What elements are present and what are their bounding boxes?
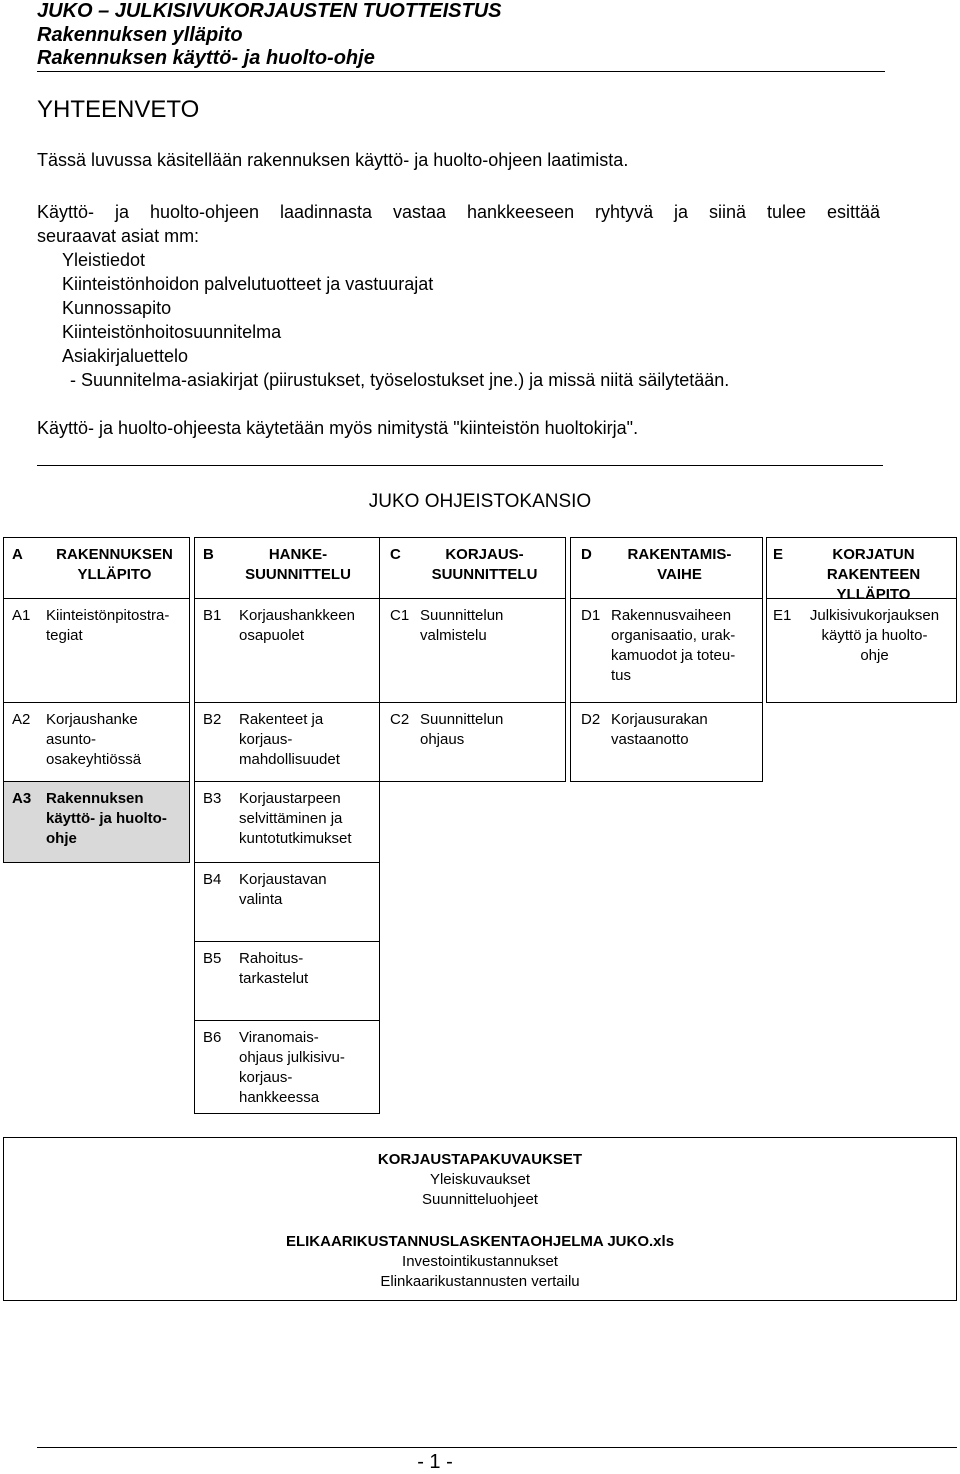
column-title: RAKENTAMIS- VAIHE — [627, 546, 732, 583]
item-code: B5 — [203, 950, 222, 967]
column-b-item-b4 — [194, 862, 380, 942]
column-title: HANKE- SUUNNITTELU — [245, 546, 351, 583]
header-divider — [37, 71, 885, 72]
column-b-item-b5 — [194, 941, 380, 1021]
item-text: Korjaustarpeen selvittäminen ja kuntotutkimukset — [239, 790, 352, 847]
tools-box — [3, 1137, 957, 1301]
tools-line: Investointikustannukset — [402, 1253, 558, 1270]
item-text: Korjausurakan vastaanotto — [611, 711, 708, 748]
item-text: Viranomais- ohjaus julkisivu- korjaus- hankkeessa — [239, 1029, 345, 1106]
section-divider — [37, 465, 883, 466]
list-item: Kiinteistönhoidon palvelutuotteet ja vastuurajat — [62, 274, 434, 294]
column-code: C — [390, 546, 401, 563]
column-e-header — [766, 537, 957, 603]
item-text: Korjaushanke asunto- osakeyhtiössä — [46, 711, 142, 768]
document-header — [37, 0, 887, 71]
column-a-header — [3, 537, 190, 599]
column-title: KORJAUS- SUUNNITTELU — [431, 546, 538, 583]
item-code: A1 — [12, 607, 31, 624]
item-text: Rakenteet ja korjaus- mahdollisuudet — [239, 711, 340, 768]
column-b-item-b3 — [194, 781, 380, 863]
item-text: Rakennuksen käyttö- ja huolto- ohje — [46, 790, 167, 847]
column-e-item-e1 — [766, 598, 957, 703]
column-code: A — [12, 546, 23, 563]
footer-divider — [37, 1447, 957, 1448]
item-text: Kiinteistönpitostra- tegiat — [46, 607, 170, 644]
tools-line: Elinkaarikustannusten vertailu — [380, 1273, 580, 1290]
column-title: RAKENNUKSEN YLLÄPITO — [56, 546, 173, 583]
tools-line: Suunnitteluohjeet — [422, 1191, 538, 1208]
page-number: - 1 - — [417, 1451, 453, 1473]
summary-intro: Tässä luvussa käsitellään rakennuksen käyttö- ja huolto-ohjeen laatimista. — [37, 150, 629, 170]
column-a-item-a1 — [3, 598, 190, 703]
item-text: Rakennusvaiheen organisaatio, urak- kamuodot ja toteu- tus — [611, 607, 736, 684]
list-item: Kiinteistönhoitosuunnitelma — [62, 322, 282, 342]
column-title: KORJATUN RAKENTEEN YLLÄPITO — [826, 546, 921, 603]
item-text: Suunnittelun valmistelu — [420, 607, 504, 644]
summary-heading: YHTEENVETO — [37, 96, 200, 123]
column-d-header — [570, 537, 763, 599]
column-b-item-b2 — [194, 702, 380, 782]
column-b-header — [194, 537, 380, 599]
item-text: Suunnittelun ohjaus — [420, 711, 504, 748]
column-b-item-b1 — [194, 598, 380, 703]
column-d-item-d2 — [570, 702, 763, 782]
column-c-item-c1 — [379, 598, 566, 703]
item-code: D2 — [581, 711, 601, 728]
column-c-item-c2 — [379, 702, 566, 782]
column-a-item-a2 — [3, 702, 190, 782]
item-code: B1 — [203, 607, 222, 624]
tools-line: Yleiskuvaukset — [429, 1171, 531, 1188]
summary-paragraph-line1: Käyttö- ja huolto-ohjeen laadinnasta vastaa hankkeeseen ryhtyvä ja siinä tulee esittää — [37, 202, 880, 222]
column-a-item-a3-current — [3, 781, 190, 863]
item-text: Rahoitus- tarkastelut — [239, 950, 309, 987]
tools-title-elinkaari: ELIKAARIKUSTANNUSLASKENTAOHJELMA JUKO.xls — [285, 1233, 675, 1250]
item-code: C1 — [390, 607, 410, 624]
column-c-header — [379, 537, 566, 599]
item-text: Julkisivukorjauksen käyttö ja huolto- ohje — [809, 607, 940, 664]
column-code: B — [203, 546, 214, 563]
summary-closing: Käyttö- ja huolto-ohjeesta käytetään myös nimitystä "kiinteistön huoltokirja". — [37, 418, 639, 438]
summary-list — [62, 248, 729, 392]
tools-title-korjaustapakuvaukset: KORJAUSTAPAKUVAUKSET — [377, 1151, 583, 1168]
item-code: B4 — [203, 871, 222, 888]
header-subtitle: Rakennuksen ylläpito — [37, 23, 243, 46]
item-code: C2 — [390, 711, 410, 728]
column-code: E — [773, 546, 784, 563]
item-code: B2 — [203, 711, 222, 728]
summary-paragraph-line2: seuraavat asiat mm: — [37, 226, 200, 246]
column-d-item-d1 — [570, 598, 763, 703]
header-title: JUKO – JULKISIVUKORJAUSTEN TUOTTEISTUS — [37, 0, 502, 22]
item-code: D1 — [581, 607, 601, 624]
list-subitem: - Suunnitelma-asiakirjat (piirustukset, työselostukset jne.) ja missä niitä säilytetään. — [70, 370, 730, 390]
item-code: E1 — [773, 607, 792, 624]
column-b-item-b6 — [194, 1020, 380, 1114]
list-item: Asiakirjaluettelo — [62, 346, 189, 366]
item-code: B6 — [203, 1029, 222, 1046]
header-section: Rakennuksen käyttö- ja huolto-ohje — [37, 47, 375, 69]
item-text: Korjaustavan valinta — [239, 871, 327, 908]
kansio-title: JUKO OHJEISTOKANSIO — [368, 491, 592, 512]
column-code: D — [581, 546, 592, 563]
item-text: Korjaushankkeen osapuolet — [239, 607, 355, 644]
list-item: Kunnossapito — [62, 298, 172, 318]
item-code: A2 — [12, 711, 31, 728]
item-code: B3 — [203, 790, 222, 807]
item-code: A3 — [12, 790, 32, 807]
list-item: Yleistiedot — [62, 250, 146, 270]
